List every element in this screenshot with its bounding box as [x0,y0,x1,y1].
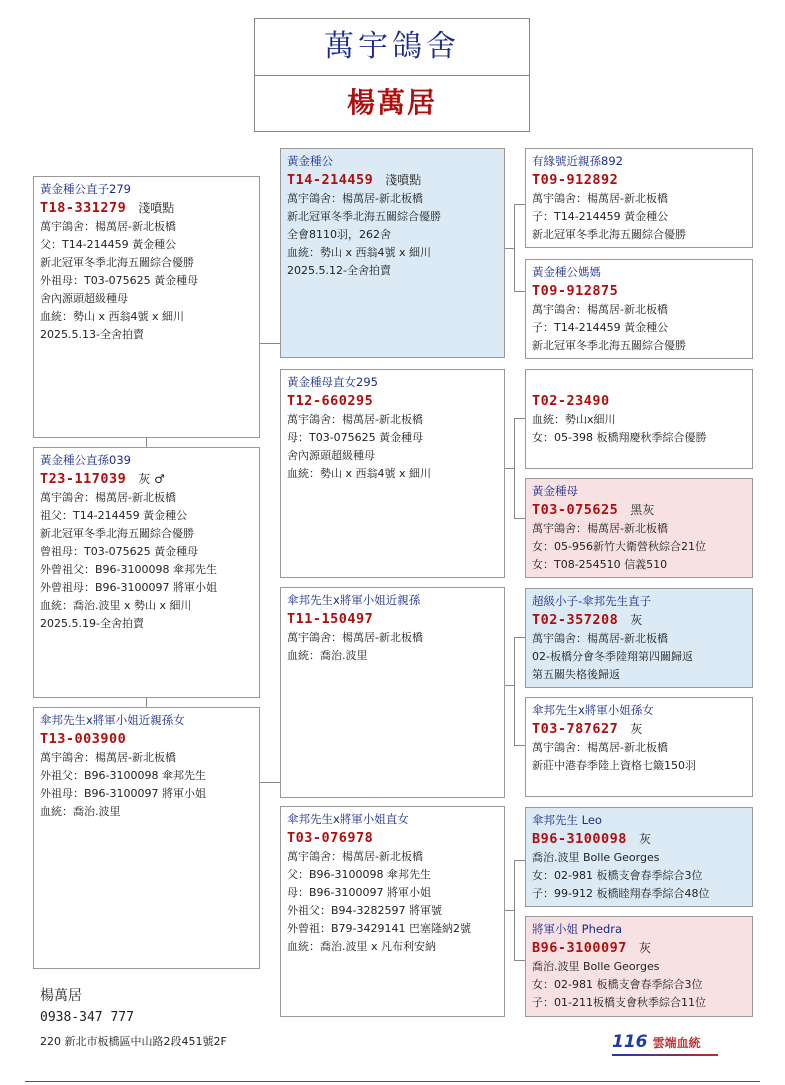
connector [514,637,515,745]
ring-number: T14-214459 [287,172,374,188]
info-line: 女：T08-254510 信義510 [532,558,668,571]
logo-underline [612,1054,718,1056]
info-line: 萬宇鴿舍：楊萬居-新北板橋 [532,303,668,316]
pigeon-color: 灰 [638,941,651,955]
info-line: 新北冠軍冬季北海五關綜合優勝 [532,228,686,241]
info-line: 子：T14-214459 黃金種公 [532,321,669,334]
info-line: 曾祖母：T03-075625 黃金種母 [40,545,199,558]
connector [514,418,525,419]
ring-number: T12-660295 [287,393,374,409]
pigeon-name: 傘邦先生x將軍小姐孫女 [532,703,654,717]
connector [514,960,525,961]
connector [505,248,514,249]
pigeon-name: 黃金種公媽媽 [532,265,601,279]
info-line: 血統：喬治.波里 x 凡布利安納 [287,940,436,953]
info-line: 舍內源頭超級種母 [40,292,128,305]
sire-card [280,148,505,358]
pigeon-name: 傘邦先生x將軍小姐近親孫 [287,593,421,607]
info-line: 喬治.波里 Bolle Georges [532,851,660,864]
connector [514,418,515,518]
ancestor-card [525,259,753,359]
connector [514,518,525,519]
info-line: 萬宇鴿舍：楊萬居-新北板橋 [532,192,668,205]
info-line: 父：T14-214459 黃金種公 [40,238,177,251]
ring-number: T18-331279 [40,200,127,216]
dam-card [280,369,505,578]
ring-number: T02-357208 [532,612,619,628]
info-line: 萬宇鴿舍：楊萬居-新北板橋 [287,413,423,426]
ring-number: T09-912892 [532,172,619,188]
info-line: 女：02-981 板橋支會春季綜合3位 [532,978,703,991]
info-line: 外祖母：B96-3100097 將軍小姐 [40,787,206,800]
ancestor-card [525,148,753,248]
ancestor-card [525,916,753,1017]
info-line: 萬宇鴿舍：楊萬居-新北板橋 [287,192,423,205]
info-line: 萬宇鴿舍：楊萬居-新北板橋 [287,631,423,644]
info-line: 血統：喬治.波里 [287,649,368,662]
info-line: 子：99-912 板橋睦翔春季綜合48位 [532,887,710,900]
connector [505,468,514,469]
sibling-card [33,707,260,969]
info-line: 02-板橋分會冬季陸翔第四關歸返 [532,650,693,663]
pigeon-name: 黃金種公直孫039 [40,453,131,467]
info-line: 2025.5.13-全舍拍賣 [40,328,144,341]
logo-number: 116 [612,1032,648,1052]
info-line: 喬治.波里 Bolle Georges [532,960,660,973]
info-line: 舍內源頭超級種母 [287,449,375,462]
connector [514,637,525,638]
connector [505,910,514,911]
pigeon-name: 超級小子-傘邦先生直子 [532,594,652,608]
pigeon-name [532,374,746,391]
pigeon-name: 將軍小姐 Phedra [532,922,623,936]
info-line: 外祖母：T03-075625 黃金種母 [40,274,199,287]
ancestor-card [525,369,753,469]
info-line: 子：T14-214459 黃金種公 [532,210,669,223]
info-line: 父：B96-3100098 傘邦先生 [287,868,431,881]
ring-number: B96-3100097 [532,940,627,956]
connector [514,745,525,746]
info-line: 萬宇鴿舍：楊萬居-新北板橋 [532,741,668,754]
footer-phone: 0938-347 777 [40,1010,134,1025]
grandsire-card [280,587,505,798]
connector [146,437,147,447]
info-line: 萬宇鴿舍：楊萬居-新北板橋 [40,220,176,233]
info-line: 血統：喬治.波里 x 勢山 x 細川 [40,599,192,612]
info-line: 血統：勢山x細川 [532,413,616,426]
connector [260,782,280,783]
ring-number: T02-23490 [532,393,610,409]
logo-text: 雲端血統 [652,1036,701,1050]
info-line: 第五關失格後歸返 [532,668,620,681]
pigeon-name: 傘邦先生x將軍小姐近親孫女 [40,713,185,727]
info-line: 新北冠軍冬季北海五關綜合優勝 [40,256,194,269]
ancestor-card [525,697,753,797]
info-line: 全會8110羽，262舍 [287,228,391,241]
pigeon-name: 傘邦先生 Leo [532,813,602,827]
info-line: 血統：勢山 x 西翁4號 x 細川 [40,310,185,323]
info-line: 外曾祖：B79-3429141 巴塞隆納2號 [287,922,471,935]
info-line: 萬宇鴿舍：楊萬居-新北板橋 [40,491,176,504]
pigeon-color: 淺噴點 [138,201,175,215]
info-line: 新北冠軍冬季北海五關綜合優勝 [287,210,441,223]
ancestor-card [525,807,753,907]
info-line: 血統：勢山 x 西翁4號 x 細川 [287,467,432,480]
ancestor-card [525,478,753,578]
info-line: 女：05-956新竹大衛營秋綜合21位 [532,540,706,553]
info-line: 2025.5.19-全舍拍賣 [40,617,144,630]
subject-card [33,176,260,438]
ring-number: T03-787627 [532,721,619,737]
pigeon-name: 黃金種母 [532,484,578,498]
info-line: 母：B96-3100097 將軍小姐 [287,886,431,899]
pigeon-color: 淺噴點 [385,173,422,187]
info-line: 萬宇鴿舍：楊萬居-新北板橋 [287,850,423,863]
info-line: 新北冠軍冬季北海五關綜合優勝 [532,339,686,352]
granddam-card [280,806,505,1017]
bottom-rule [25,1081,760,1082]
info-line: 女：02-981 板橋支會春季綜合3位 [532,869,703,882]
info-line: 2025.5.12-全舍拍賣 [287,264,391,277]
info-line: 子：01-211板橋支會秋季綜合11位 [532,996,706,1009]
pigeon-name: 有緣號近親孫892 [532,154,623,168]
pigeon-name: 黃金種公直子279 [40,182,131,196]
connector [514,860,515,960]
pigeon-name: 黃金種公 [287,154,333,168]
info-line: 外曾祖母：B96-3100097 將軍小姐 [40,581,217,594]
ring-number: T09-912875 [532,283,619,299]
connector [146,697,147,707]
connector [514,291,525,292]
footer-address: 220 新北市板橋區中山路2段451號2F [40,1035,227,1048]
info-line: 血統：勢山 x 西翁4號 x 細川 [287,246,432,259]
ring-number: T03-076978 [287,830,374,846]
connector [514,204,515,291]
info-line: 外祖父：B94-3282597 將軍號 [287,904,442,917]
info-line: 外祖父：B96-3100098 傘邦先生 [40,769,206,782]
info-line: 新莊中港春季陸上資格七簸150羽 [532,759,696,772]
info-line: 血統：喬治.波里 [40,805,121,818]
connector [505,685,514,686]
ring-number: T03-075625 [532,502,619,518]
pigeon-name: 黃金種母直女295 [287,375,378,389]
pigeon-color: 灰 [638,832,651,846]
ring-number: T23-117039 [40,471,127,487]
footer-owner-name: 楊萬居 [40,988,82,1004]
info-line: 母：T03-075625 黃金種母 [287,431,424,444]
site-logo[interactable] [612,1032,701,1052]
ring-number: B96-3100098 [532,831,627,847]
pigeon-color: 灰 [630,722,643,736]
info-line: 女：05-398 板橋翔慶秋季綜合優勝 [532,431,707,444]
connector [260,343,280,344]
pigeon-name: 傘邦先生x將軍小姐直女 [287,812,409,826]
pigeon-color: 黑灰 [630,503,655,517]
owner-name: 楊萬居 [346,86,437,119]
info-line: 萬宇鴿舍：楊萬居-新北板橋 [532,632,668,645]
pigeon-color: 灰 ♂ [138,472,165,486]
connector [514,860,525,861]
info-line: 祖父：T14-214459 黃金種公 [40,509,188,522]
pigeon-color: 灰 [630,613,643,627]
header-box [254,18,530,132]
connector [514,204,525,205]
ring-number: T11-150497 [287,611,374,627]
ring-number: T13-003900 [40,731,127,747]
info-line: 新北冠軍冬季北海五關綜合優勝 [40,527,194,540]
loft-name: 萬宇鴿舍 [324,29,460,64]
info-line: 外曾祖父：B96-3100098 傘邦先生 [40,563,217,576]
info-line: 萬宇鴿舍：楊萬居-新北板橋 [40,751,176,764]
info-line: 萬宇鴿舍：楊萬居-新北板橋 [532,522,668,535]
sibling-card [33,447,260,698]
ancestor-card [525,588,753,688]
